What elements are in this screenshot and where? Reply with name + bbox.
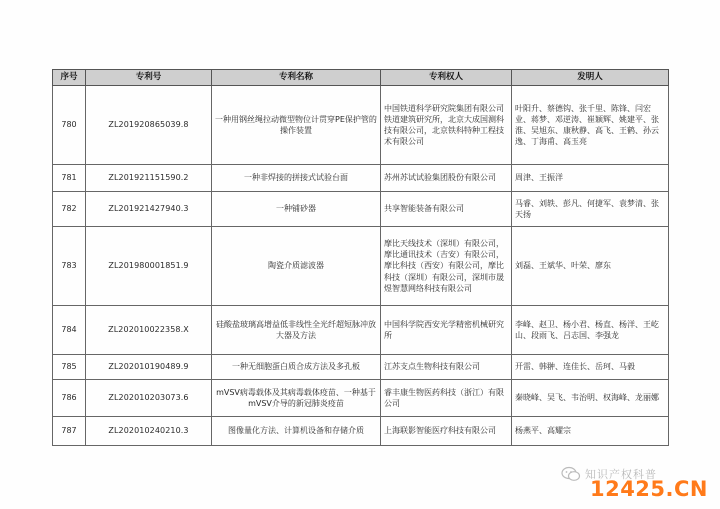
cell-owner: 摩比天线技术（深圳）有限公司，摩比通讯技术（吉安）有限公司，摩比科技（西安）有限公司，摩比科技（深圳）有限公司，深圳市晟煜智慧网络科技有限公司 xyxy=(381,227,512,306)
cell-patent-name: 陶瓷介质滤波器 xyxy=(212,227,381,306)
wechat-icon xyxy=(561,466,581,482)
cell-patent-name: 一种无细胞蛋白质合成方法及多孔板 xyxy=(212,355,381,380)
header-patent-no: 专利号 xyxy=(86,70,212,86)
table-row xyxy=(53,165,669,192)
cell-patent-name: mVSV病毒载体及其病毒载体疫苗、一种基于mVSV介导的新冠肺炎疫苗 xyxy=(212,380,381,417)
cell-inventors: 李峰、赵卫、杨小君、杨直、杨洋、王屹山、段雨飞、吕志国、李强龙 xyxy=(512,306,669,355)
cell-owner: 中国铁道科学研究院集团有限公司铁道建筑研究所，北京大成国测科技有限公司，北京铁科特种工程技术有限公司 xyxy=(381,86,512,165)
cell-seq: 786 xyxy=(53,380,86,417)
table-row xyxy=(53,192,669,227)
site-logo: 12425.CN xyxy=(589,477,708,501)
cell-patent-no: ZL202010190489.9 xyxy=(86,355,212,380)
cell-seq: 783 xyxy=(53,227,86,306)
cell-patent-name: 图像量化方法、计算机设备和存储介质 xyxy=(212,417,381,446)
table-row xyxy=(53,86,669,165)
cell-owner: 上海联影智能医疗科技有限公司 xyxy=(381,417,512,446)
cell-patent-name: 一种非焊接的拼接式试验台面 xyxy=(212,165,381,192)
header-inventors: 发明人 xyxy=(512,70,669,86)
cell-seq: 780 xyxy=(53,86,86,165)
cell-owner: 睿丰康生物医药科技（浙江）有限公司 xyxy=(381,380,512,417)
cell-inventors: 杨燕平、高耀宗 xyxy=(512,417,669,446)
watermark-text: 知识产权科普 xyxy=(585,468,657,481)
cell-seq: 787 xyxy=(53,417,86,446)
cell-inventors: 刘磊、王斌华、叶荣、廖东 xyxy=(512,227,669,306)
cell-seq: 782 xyxy=(53,192,86,227)
cell-inventors: 叶阳升、蔡德钩、张千里、陈锋、闫宏业、蒋梦、邓逆涛、崔颖辉、姚建平、张淮、吴旭东、康秋静、高飞、王鹤、孙云逸、丁海甫、高玉亮 xyxy=(512,86,669,165)
table-header-row xyxy=(53,70,669,86)
header-seq: 序号 xyxy=(53,70,86,86)
cell-inventors: 秦晓峰、吴飞、韦治明、权海峰、龙丽娜 xyxy=(512,380,669,417)
table-row xyxy=(53,227,669,306)
table-row xyxy=(53,355,669,380)
cell-patent-no: ZL202010203073.6 xyxy=(86,380,212,417)
cell-patent-name: 一种铺砂器 xyxy=(212,192,381,227)
table-row xyxy=(53,306,669,355)
cell-inventors: 马睿、刘轶、彭凡、何捷军、袁梦清、张天扬 xyxy=(512,192,669,227)
cell-patent-name: 一种用钢丝绳拉动微型物位计贯穿PE保护管的操作装置 xyxy=(212,86,381,165)
cell-patent-no: ZL201980001851.9 xyxy=(86,227,212,306)
cell-patent-no: ZL201921427940.3 xyxy=(86,192,212,227)
cell-inventors: 开雷、韩翀、连佳长、岳珂、马毅 xyxy=(512,355,669,380)
table-row xyxy=(53,380,669,417)
cell-patent-name: 硅酸盐玻璃高增益低非线性全光纤超短脉冲放大器及方法 xyxy=(212,306,381,355)
table-row xyxy=(53,417,669,446)
cell-patent-no: ZL201921151590.2 xyxy=(86,165,212,192)
cell-owner: 中国科学院西安光学精密机械研究所 xyxy=(381,306,512,355)
cell-owner: 江苏支点生物科技有限公司 xyxy=(381,355,512,380)
cell-seq: 785 xyxy=(53,355,86,380)
cell-seq: 781 xyxy=(53,165,86,192)
cell-patent-no: ZL202010240210.3 xyxy=(86,417,212,446)
header-owner: 专利权人 xyxy=(381,70,512,86)
patent-table xyxy=(52,69,669,446)
cell-inventors: 周津、王振洋 xyxy=(512,165,669,192)
cell-seq: 784 xyxy=(53,306,86,355)
cell-owner: 共享智能装备有限公司 xyxy=(381,192,512,227)
header-patent-name: 专利名称 xyxy=(212,70,381,86)
cell-patent-no: ZL202010022358.X xyxy=(86,306,212,355)
cell-patent-no: ZL201920865039.8 xyxy=(86,86,212,165)
cell-owner: 苏州苏试试验集团股份有限公司 xyxy=(381,165,512,192)
